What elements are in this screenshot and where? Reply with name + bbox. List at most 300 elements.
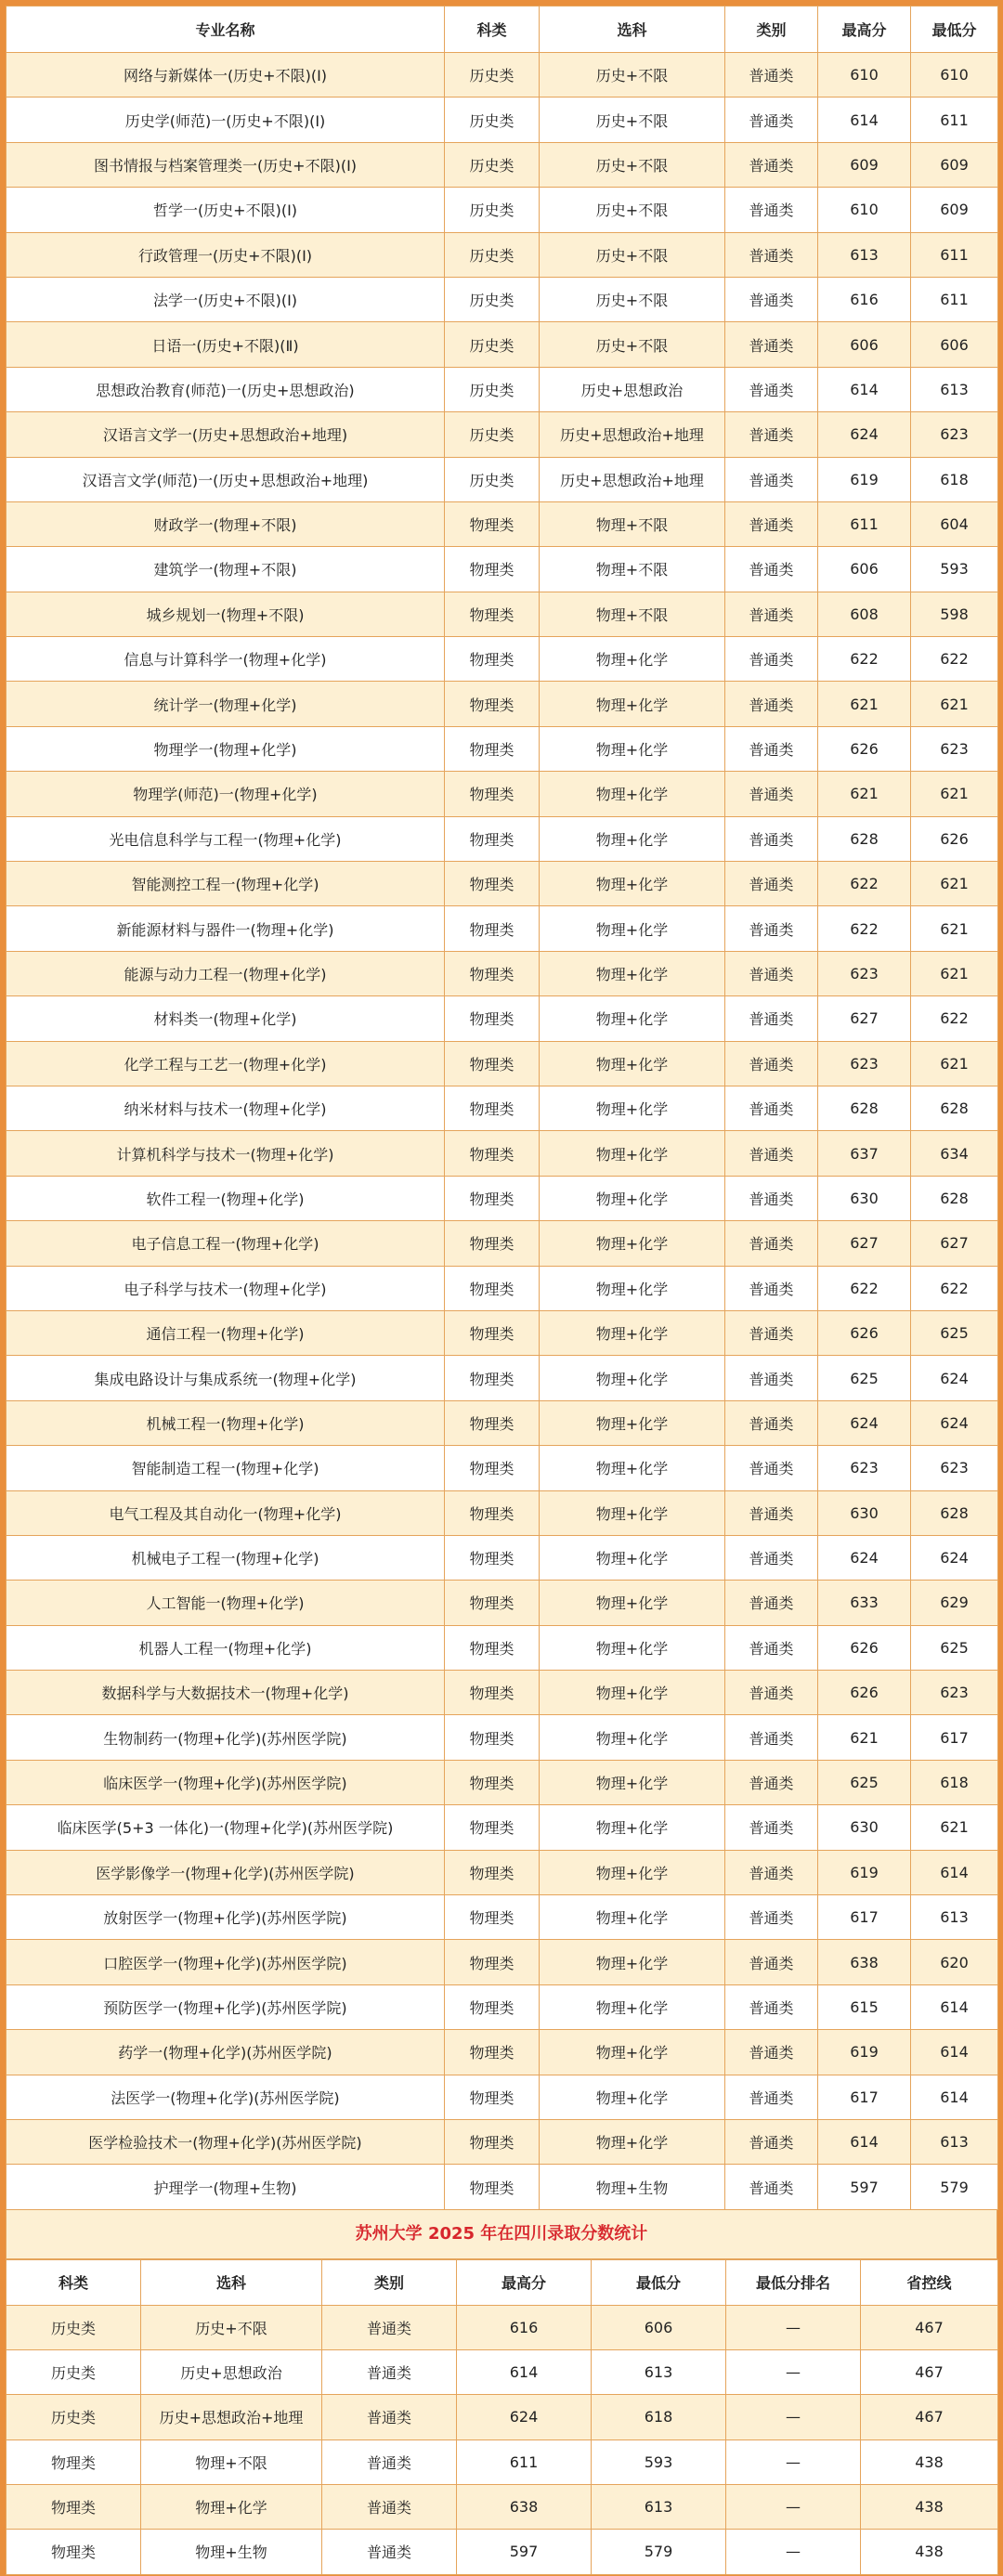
type-cell: 普通类 — [725, 53, 818, 98]
subject-category-cell: 物理类 — [445, 1671, 540, 1715]
major-name-cell: 财政学一(物理+不限) — [7, 501, 445, 546]
major-name-cell: 城乡规划一(物理+不限) — [7, 592, 445, 636]
min-score-cell: 614 — [911, 1850, 998, 1894]
subject-selection-cell: 物理+化学 — [540, 1400, 725, 1445]
subject-category-cell: 历史类 — [445, 322, 540, 367]
max-score-cell: 626 — [818, 1671, 911, 1715]
table-row — [7, 996, 998, 1041]
min-score-cell: 621 — [911, 682, 998, 726]
subject-category-cell: 物理类 — [445, 2119, 540, 2164]
subject-selection-cell: 物理+化学 — [540, 1984, 725, 2029]
max-score-cell: 625 — [818, 1356, 911, 1400]
max-score-cell: 637 — [818, 1131, 911, 1176]
subject-selection-cell: 物理+化学 — [540, 1446, 725, 1490]
subject-selection-cell: 物理+化学 — [540, 1266, 725, 1310]
table-row — [7, 2165, 998, 2209]
table-row — [7, 2395, 998, 2439]
table-row — [7, 951, 998, 995]
major-name-cell: 新能源材料与器件一(物理+化学) — [7, 906, 445, 951]
table-row — [7, 592, 998, 636]
min-score-cell: 624 — [911, 1400, 998, 1445]
major-name-cell: 机械电子工程一(物理+化学) — [7, 1535, 445, 1580]
min-score-cell: 593 — [911, 547, 998, 592]
subject-category-cell: 物理类 — [445, 1625, 540, 1670]
table-row — [7, 1400, 998, 1445]
page-frame — [4, 4, 999, 2572]
subject-category-cell: 物理类 — [445, 906, 540, 951]
max-score-cell: 627 — [818, 1221, 911, 1266]
type-cell: 普通类 — [725, 232, 818, 277]
max-score-cell: 609 — [818, 142, 911, 187]
subject-category-cell: 物理类 — [445, 1850, 540, 1894]
category-cell: 物理类 — [7, 2484, 141, 2529]
table-row — [7, 1895, 998, 1940]
subject-category-cell: 物理类 — [445, 816, 540, 861]
type-cell: 普通类 — [725, 1671, 818, 1715]
subject-selection-cell: 物理+化学 — [540, 906, 725, 951]
control-line-cell: 467 — [861, 2350, 998, 2395]
subject-selection-cell: 历史+不限 — [540, 188, 725, 232]
subject-selection-cell: 物理+化学 — [540, 1895, 725, 1940]
max-score-cell: 630 — [818, 1176, 911, 1220]
subject-category-cell: 物理类 — [445, 1131, 540, 1176]
type-cell: 普通类 — [725, 2075, 818, 2119]
category-cell: 物理类 — [7, 2439, 141, 2484]
subject-category-cell: 物理类 — [445, 547, 540, 592]
min-score-cell: 614 — [911, 2075, 998, 2119]
subject-selection-cell: 历史+不限 — [540, 232, 725, 277]
max-score-cell: 624 — [457, 2395, 592, 2439]
type-cell: 普通类 — [725, 1805, 818, 1850]
selection-cell: 物理+化学 — [141, 2484, 322, 2529]
min-score-cell: 622 — [911, 637, 998, 682]
subject-selection-cell: 历史+不限 — [540, 277, 725, 321]
type-cell: 普通类 — [322, 2484, 457, 2529]
type-cell: 普通类 — [725, 367, 818, 411]
min-score-cell: 622 — [911, 1266, 998, 1310]
type-cell: 普通类 — [725, 412, 818, 457]
subject-selection-cell: 物理+化学 — [540, 1805, 725, 1850]
table-row — [7, 501, 998, 546]
type-cell: 普通类 — [322, 2350, 457, 2395]
type-cell: 普通类 — [322, 2439, 457, 2484]
summary-header-max: 最高分 — [457, 2259, 592, 2305]
table-row — [7, 2350, 998, 2395]
major-name-cell: 预防医学一(物理+化学)(苏州医学院) — [7, 1984, 445, 2029]
type-cell: 普通类 — [725, 2165, 818, 2209]
subject-category-cell: 物理类 — [445, 1176, 540, 1220]
min-score-cell: 593 — [592, 2439, 726, 2484]
subject-category-cell: 物理类 — [445, 1490, 540, 1535]
max-score-cell: 619 — [818, 1850, 911, 1894]
max-score-cell: 614 — [457, 2350, 592, 2395]
type-cell: 普通类 — [725, 1850, 818, 1894]
max-score-cell: 621 — [818, 772, 911, 816]
table-row — [7, 1850, 998, 1894]
min-score-cell: 625 — [911, 1310, 998, 1355]
min-score-cell: 613 — [592, 2350, 726, 2395]
subject-selection-cell: 物理+化学 — [540, 816, 725, 861]
subject-selection-cell: 物理+化学 — [540, 2119, 725, 2164]
type-cell: 普通类 — [725, 816, 818, 861]
table-row — [7, 906, 998, 951]
major-name-cell: 汉语言文学一(历史+思想政治+地理) — [7, 412, 445, 457]
major-name-cell: 护理学一(物理+生物) — [7, 2165, 445, 2209]
min-score-cell: 618 — [592, 2395, 726, 2439]
max-score-cell: 627 — [818, 996, 911, 1041]
min-score-cell: 623 — [911, 1446, 998, 1490]
min-score-cell: 621 — [911, 1805, 998, 1850]
subject-category-cell: 物理类 — [445, 1715, 540, 1760]
min-score-cell: 611 — [911, 277, 998, 321]
table-row — [7, 1760, 998, 1804]
max-score-cell: 633 — [818, 1581, 911, 1625]
type-cell: 普通类 — [725, 1581, 818, 1625]
subject-category-cell: 历史类 — [445, 367, 540, 411]
min-score-cell: 618 — [911, 457, 998, 501]
major-name-cell: 化学工程与工艺一(物理+化学) — [7, 1041, 445, 1086]
header-min-score: 最低分 — [911, 7, 998, 53]
subject-category-cell: 历史类 — [445, 412, 540, 457]
table-row — [7, 2119, 998, 2164]
major-name-cell: 电子科学与技术一(物理+化学) — [7, 1266, 445, 1310]
subject-selection-cell: 物理+化学 — [540, 1940, 725, 1984]
max-score-cell: 616 — [818, 277, 911, 321]
subject-selection-cell: 物理+不限 — [540, 501, 725, 546]
table-row — [7, 1221, 998, 1266]
type-cell: 普通类 — [322, 2305, 457, 2349]
header-max-score: 最高分 — [818, 7, 911, 53]
major-name-cell: 物理学一(物理+化学) — [7, 726, 445, 771]
table-row — [7, 862, 998, 906]
max-score-cell: 622 — [818, 906, 911, 951]
max-score-cell: 621 — [818, 1715, 911, 1760]
major-name-cell: 能源与动力工程一(物理+化学) — [7, 951, 445, 995]
header-subject-category: 科类 — [445, 7, 540, 53]
subject-category-cell: 历史类 — [445, 277, 540, 321]
summary-score-table — [6, 2259, 998, 2575]
subject-category-cell: 物理类 — [445, 1760, 540, 1804]
subject-selection-cell: 物理+化学 — [540, 2030, 725, 2075]
subject-category-cell: 物理类 — [445, 1446, 540, 1490]
category-cell: 历史类 — [7, 2350, 141, 2395]
major-table-body — [7, 53, 998, 2210]
subject-selection-cell: 历史+思想政治+地理 — [540, 412, 725, 457]
type-cell: 普通类 — [725, 1086, 818, 1130]
major-name-cell: 材料类一(物理+化学) — [7, 996, 445, 1041]
subject-selection-cell: 物理+化学 — [540, 1490, 725, 1535]
table-row — [7, 1310, 998, 1355]
major-name-cell: 放射医学一(物理+化学)(苏州医学院) — [7, 1895, 445, 1940]
max-score-cell: 608 — [818, 592, 911, 636]
subject-selection-cell: 物理+生物 — [540, 2165, 725, 2209]
type-cell: 普通类 — [725, 862, 818, 906]
table-row — [7, 1131, 998, 1176]
type-cell: 普通类 — [725, 1984, 818, 2029]
subject-category-cell: 历史类 — [445, 457, 540, 501]
control-line-cell: 438 — [861, 2530, 998, 2574]
type-cell: 普通类 — [725, 906, 818, 951]
major-name-cell: 软件工程一(物理+化学) — [7, 1176, 445, 1220]
category-cell: 物理类 — [7, 2530, 141, 2574]
min-score-cell: 614 — [911, 2030, 998, 2075]
subject-category-cell: 历史类 — [445, 98, 540, 142]
summary-table-header — [7, 2259, 998, 2305]
subject-category-cell: 物理类 — [445, 1940, 540, 1984]
max-score-cell: 606 — [818, 322, 911, 367]
subject-selection-cell: 物理+不限 — [540, 547, 725, 592]
major-name-cell: 图书情报与档案管理类一(历史+不限)(Ⅰ) — [7, 142, 445, 187]
subject-selection-cell: 物理+化学 — [540, 1221, 725, 1266]
subject-category-cell: 物理类 — [445, 501, 540, 546]
major-name-cell: 纳米材料与技术一(物理+化学) — [7, 1086, 445, 1130]
table-row — [7, 726, 998, 771]
table-row — [7, 1940, 998, 1984]
major-name-cell: 智能测控工程一(物理+化学) — [7, 862, 445, 906]
major-name-cell: 法医学一(物理+化学)(苏州医学院) — [7, 2075, 445, 2119]
selection-cell: 历史+思想政治+地理 — [141, 2395, 322, 2439]
subject-selection-cell: 物理+化学 — [540, 682, 725, 726]
major-name-cell: 临床医学一(物理+化学)(苏州医学院) — [7, 1760, 445, 1804]
major-name-cell: 药学一(物理+化学)(苏州医学院) — [7, 2030, 445, 2075]
max-score-cell: 623 — [818, 1446, 911, 1490]
max-score-cell: 622 — [818, 637, 911, 682]
max-score-cell: 621 — [818, 682, 911, 726]
subject-selection-cell: 物理+化学 — [540, 1625, 725, 1670]
min-score-cell: 626 — [911, 816, 998, 861]
major-name-cell: 集成电路设计与集成系统一(物理+化学) — [7, 1356, 445, 1400]
selection-cell: 物理+不限 — [141, 2439, 322, 2484]
summary-header-min-rank: 最低分排名 — [726, 2259, 861, 2305]
max-score-cell: 617 — [818, 1895, 911, 1940]
max-score-cell: 614 — [818, 367, 911, 411]
subject-selection-cell: 物理+化学 — [540, 1715, 725, 1760]
subject-category-cell: 物理类 — [445, 726, 540, 771]
table-row — [7, 142, 998, 187]
table-row — [7, 367, 998, 411]
subject-category-cell: 物理类 — [445, 1086, 540, 1130]
subject-category-cell: 物理类 — [445, 1400, 540, 1445]
subject-selection-cell: 历史+不限 — [540, 53, 725, 98]
table-row — [7, 1715, 998, 1760]
major-name-cell: 电子信息工程一(物理+化学) — [7, 1221, 445, 1266]
type-cell: 普通类 — [725, 457, 818, 501]
min-score-cell: 621 — [911, 772, 998, 816]
max-score-cell: 622 — [818, 862, 911, 906]
max-score-cell: 619 — [818, 457, 911, 501]
min-score-cell: 634 — [911, 1131, 998, 1176]
table-row — [7, 1535, 998, 1580]
type-cell: 普通类 — [725, 726, 818, 771]
major-name-cell: 物理学(师范)一(物理+化学) — [7, 772, 445, 816]
table-row — [7, 1805, 998, 1850]
table-row — [7, 682, 998, 726]
major-name-cell: 电气工程及其自动化一(物理+化学) — [7, 1490, 445, 1535]
max-score-cell: 624 — [818, 412, 911, 457]
subject-category-cell: 历史类 — [445, 188, 540, 232]
major-table-header — [7, 7, 998, 53]
min-score-cell: 610 — [911, 53, 998, 98]
table-row — [7, 1984, 998, 2029]
subject-selection-cell: 物理+化学 — [540, 1850, 725, 1894]
subject-selection-cell: 物理+化学 — [540, 1131, 725, 1176]
table-row — [7, 772, 998, 816]
type-cell: 普通类 — [725, 637, 818, 682]
min-score-cell: 609 — [911, 142, 998, 187]
major-name-cell: 计算机科学与技术一(物理+化学) — [7, 1131, 445, 1176]
subject-selection-cell: 物理+化学 — [540, 1356, 725, 1400]
type-cell: 普通类 — [725, 277, 818, 321]
summary-header-selection: 选科 — [141, 2259, 322, 2305]
type-cell: 普通类 — [322, 2530, 457, 2574]
table-row — [7, 2484, 998, 2529]
max-score-cell: 628 — [818, 816, 911, 861]
type-cell: 普通类 — [725, 1940, 818, 1984]
summary-header-type: 类别 — [322, 2259, 457, 2305]
major-name-cell: 历史学(师范)一(历史+不限)(Ⅰ) — [7, 98, 445, 142]
max-score-cell: 614 — [818, 2119, 911, 2164]
min-score-cell: 621 — [911, 906, 998, 951]
subject-category-cell: 物理类 — [445, 682, 540, 726]
max-score-cell: 623 — [818, 1041, 911, 1086]
min-rank-cell: — — [726, 2439, 861, 2484]
max-score-cell: 638 — [457, 2484, 592, 2529]
min-score-cell: 613 — [911, 2119, 998, 2164]
min-score-cell: 598 — [911, 592, 998, 636]
major-name-cell: 医学影像学一(物理+化学)(苏州医学院) — [7, 1850, 445, 1894]
major-name-cell: 光电信息科学与工程一(物理+化学) — [7, 816, 445, 861]
min-score-cell: 613 — [592, 2484, 726, 2529]
min-score-cell: 629 — [911, 1581, 998, 1625]
min-score-cell: 613 — [911, 1895, 998, 1940]
min-score-cell: 617 — [911, 1715, 998, 1760]
subject-selection-cell: 物理+化学 — [540, 726, 725, 771]
type-cell: 普通类 — [725, 951, 818, 995]
min-rank-cell: — — [726, 2305, 861, 2349]
min-score-cell: 623 — [911, 1671, 998, 1715]
subject-category-cell: 物理类 — [445, 1535, 540, 1580]
table-row — [7, 1176, 998, 1220]
table-row — [7, 457, 998, 501]
type-cell: 普通类 — [725, 1446, 818, 1490]
table-row — [7, 412, 998, 457]
type-cell: 普通类 — [725, 1490, 818, 1535]
min-score-cell: 620 — [911, 1940, 998, 1984]
subject-category-cell: 物理类 — [445, 2075, 540, 2119]
min-score-cell: 611 — [911, 98, 998, 142]
subject-selection-cell: 物理+化学 — [540, 996, 725, 1041]
max-score-cell: 638 — [818, 1940, 911, 1984]
subject-category-cell: 物理类 — [445, 772, 540, 816]
table-row — [7, 53, 998, 98]
summary-header-control-line: 省控线 — [861, 2259, 998, 2305]
max-score-cell: 622 — [818, 1266, 911, 1310]
major-name-cell: 机械工程一(物理+化学) — [7, 1400, 445, 1445]
major-name-cell: 网络与新媒体一(历史+不限)(Ⅰ) — [7, 53, 445, 98]
table-row — [7, 2075, 998, 2119]
summary-header-min: 最低分 — [592, 2259, 726, 2305]
subject-category-cell: 物理类 — [445, 1581, 540, 1625]
subject-selection-cell: 物理+化学 — [540, 772, 725, 816]
subject-selection-cell: 物理+化学 — [540, 1671, 725, 1715]
min-score-cell: 618 — [911, 1760, 998, 1804]
table-row — [7, 1581, 998, 1625]
table-row — [7, 1086, 998, 1130]
min-rank-cell: — — [726, 2530, 861, 2574]
type-cell: 普通类 — [725, 322, 818, 367]
type-cell: 普通类 — [725, 1356, 818, 1400]
subject-selection-cell: 历史+思想政治 — [540, 367, 725, 411]
subject-selection-cell: 物理+化学 — [540, 1176, 725, 1220]
subject-category-cell: 物理类 — [445, 1266, 540, 1310]
subject-category-cell: 物理类 — [445, 1895, 540, 1940]
max-score-cell: 624 — [818, 1400, 911, 1445]
max-score-cell: 626 — [818, 726, 911, 771]
max-score-cell: 610 — [818, 188, 911, 232]
subject-selection-cell: 物理+化学 — [540, 862, 725, 906]
table-row — [7, 277, 998, 321]
min-score-cell: 606 — [592, 2305, 726, 2349]
table-row — [7, 232, 998, 277]
control-line-cell: 438 — [861, 2484, 998, 2529]
category-cell: 历史类 — [7, 2395, 141, 2439]
selection-cell: 物理+生物 — [141, 2530, 322, 2574]
type-cell: 普通类 — [725, 1895, 818, 1940]
min-rank-cell: — — [726, 2484, 861, 2529]
header-subject-selection: 选科 — [540, 7, 725, 53]
type-cell: 普通类 — [725, 2119, 818, 2164]
max-score-cell: 597 — [457, 2530, 592, 2574]
table-row — [7, 2305, 998, 2349]
table-row — [7, 1625, 998, 1670]
min-score-cell: 624 — [911, 1356, 998, 1400]
type-cell: 普通类 — [725, 1760, 818, 1804]
type-cell: 普通类 — [725, 1176, 818, 1220]
control-line-cell: 438 — [861, 2439, 998, 2484]
subject-category-cell: 物理类 — [445, 1221, 540, 1266]
subject-selection-cell: 历史+不限 — [540, 98, 725, 142]
type-cell: 普通类 — [725, 142, 818, 187]
min-score-cell: 611 — [911, 232, 998, 277]
max-score-cell: 625 — [818, 1760, 911, 1804]
subject-category-cell: 物理类 — [445, 1310, 540, 1355]
max-score-cell: 619 — [818, 2030, 911, 2075]
type-cell: 普通类 — [725, 1221, 818, 1266]
max-score-cell: 617 — [818, 2075, 911, 2119]
major-name-cell: 医学检验技术一(物理+化学)(苏州医学院) — [7, 2119, 445, 2164]
max-score-cell: 630 — [818, 1805, 911, 1850]
major-name-cell: 汉语言文学(师范)一(历史+思想政治+地理) — [7, 457, 445, 501]
table-row — [7, 322, 998, 367]
min-score-cell: 622 — [911, 996, 998, 1041]
major-name-cell: 生物制药一(物理+化学)(苏州医学院) — [7, 1715, 445, 1760]
subject-category-cell: 物理类 — [445, 637, 540, 682]
table-row — [7, 1446, 998, 1490]
subject-selection-cell: 历史+思想政治+地理 — [540, 457, 725, 501]
max-score-cell: 614 — [818, 98, 911, 142]
type-cell: 普通类 — [725, 1400, 818, 1445]
major-name-cell: 日语一(历史+不限)(Ⅱ) — [7, 322, 445, 367]
max-score-cell: 624 — [818, 1535, 911, 1580]
summary-table-body — [7, 2305, 998, 2574]
control-line-cell: 467 — [861, 2395, 998, 2439]
category-cell: 历史类 — [7, 2305, 141, 2349]
type-cell: 普通类 — [725, 1535, 818, 1580]
subject-category-cell: 物理类 — [445, 592, 540, 636]
max-score-cell: 615 — [818, 1984, 911, 2029]
major-score-table — [6, 6, 998, 2210]
table-row — [7, 2030, 998, 2075]
